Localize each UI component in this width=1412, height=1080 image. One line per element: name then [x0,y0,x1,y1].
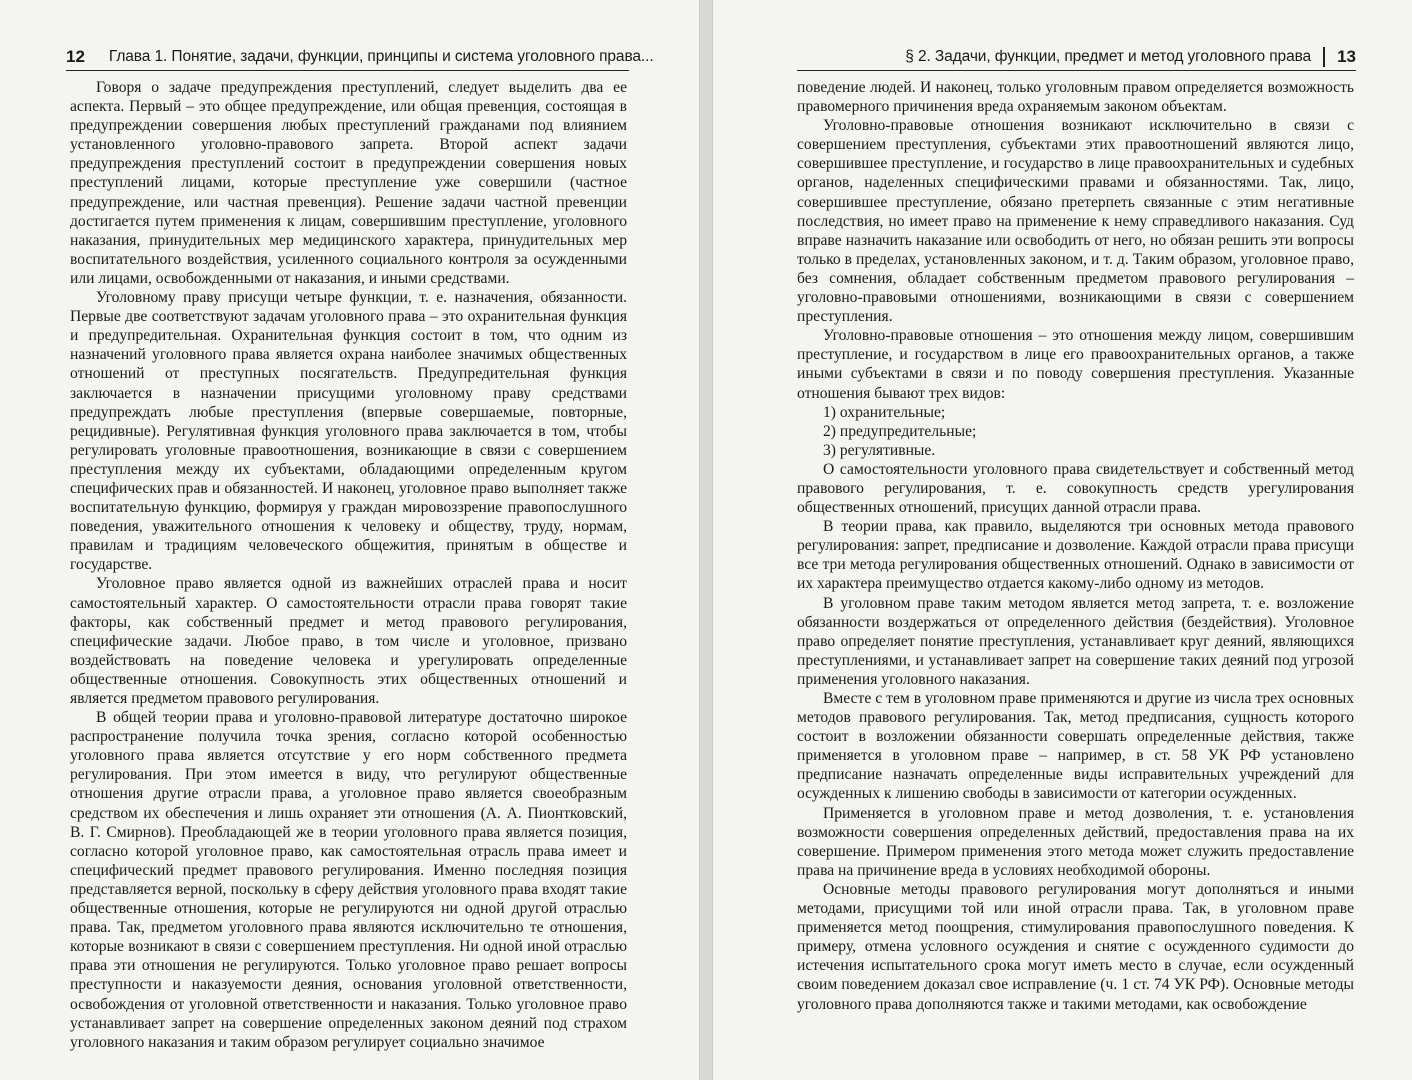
running-head-divider [1323,47,1325,67]
right-page-text [797,78,1354,1014]
paragraph: Уголовному праву присущи четыре функции, т. е. назначения, обязанности. Первые две соответствуют задачам уголовного права – это охранительная функция и предупредительная. Охранительная функция состоит в том, что одним из назначений уголовного права является охрана наиболее значимых общественных отношений от преступных посягательств. Предупредительная функция заключается в назначении присущими уголовному праву средствами предупреждать любые преступления (впервые совершаемые, повторные, рецидивные). Регулятивная функция уголовного права заключается в том, чтобы регулировать уголовные правоотношения, возникающие в связи с совершением преступления между их субъектами, обладающими определенным кругом специфических прав и обязанностей. И наконец, уголовное право выполняет также воспитательную функцию, формируя у граждан мировоззрение правопослушного поведения, уважительного отношения к человеку и обществу, труду, нормам, правилам и традициям человеческого общежития, принятым в обществе и государстве. [70,289,627,574]
chapter-title: Глава 1. Понятие, задачи, функции, принципы и система уголовного права... [108,48,654,65]
left-page [0,0,700,1080]
list-item: 3) регулятивные. [823,441,936,459]
left-running-head [66,44,654,71]
paragraph: Уголовно-правовые отношения – это отношения между лицом, совершившим преступление, и государством в лице его правоохранительных органов, а также иными субъектами в связи и по поводу совершения преступления. Указанные отношения бывают трех видов: [797,327,1354,402]
list-item: 1) охранительные; [823,403,946,421]
paragraph: В общей теории права и уголовно-правовой литературе достаточно широкое распространение получила точка зрения, согласно которой особенностью уголовного права является отсутствие у его норм собственного предмета регулирования. При этом имеется в виду, что регулируют общественные отношения другие отрасли права, а уголовное право является своеобразным средством их обеспечения и лишь охраняет эти отношения (А. А. Пионтковский, В. Г. Смирнов). Преобладающей же в теории уголовного права является позиция, согласно которой уголовное право, как самостоятельная отрасль права имеет и специфический предмет правового регулирования. Именно последняя позиция представляется верной, поскольку в сферу действия уголовного права входят такие общественные отношения, которые не регулируются ни одной другой отраслью права. Так, предметом уголовного права являются исключительно те отношения, которые возникают в связи с совершением преступления. Ни одной иной отраслью права эти отношения не регулируются. Только уголовное право решает вопросы преступности и наказуемости деяния, основания уголовной ответственности, освобождения от уголовной ответственности и наказания. Только уголовное право устанавливает запрет на совершение определенных законом деяний под страхом уголовного наказания и таким образом регулирует социально значимое [70,709,627,1051]
paragraph: О самостоятельности уголовного права свидетельствует и собственный метод правового регулирования, т. е. совокупность средств урегулирования общественных отношений, присущих данной отрасли права. [797,460,1354,517]
paragraph: В теории права, как правило, выделяются три основных метода правового регулирования: запрет, предписание и дозволение. Каждой отрасли права присущи все три метода регулирования общественных отношений. Однако в зависимости от их характера преимущество отдается какому-либо одному из методов. [797,518,1354,593]
right-page-number: 13 [1337,47,1356,66]
paragraph: В уголовном праве таким методом является метод запрета, т. е. возложение обязанности воздержаться от определенного действия (бездействия). Уголовное право определяет понятие преступления, устанавливает круг деяний, являющихся преступлениями, и устанавливает запрет на совершение таких деяний под угрозой применения уголовного наказания. [797,594,1354,688]
left-page-text [70,78,627,1052]
paragraph: Уголовное право является одной из важнейших отраслей права и носит самостоятельный характер. О самостоятельности отрасли права говорят такие факторы, как собственный предмет и метод правового регулирования, специфические задачи. Любое право, в том числе и уголовное, призвано воздействовать на поведение человека и урегулировать определенные общественные отношения. Совокупность этих общественных отношений и является предметом правового регулирования. [70,575,627,707]
left-page-number: 12 [66,47,85,66]
paragraph: Говоря о задаче предупреждения преступлений, следует выделить два ее аспекта. Первый – это общее предупреждение, или общая превенция, состоящая в предупреждении совершения любых преступлений гражданами под влиянием установленного уголовно-правового запрета. Второй аспект задачи предупреждения преступлений состоит в предупреждении совершения новых преступлений лицами, которые преступление уже совершили (частное предупреждение, или частная превенция). Решение задачи частной превенции достигается путем применения к лицам, совершившим преступление, уголовного наказания, принудительных мер медицинского характера, принудительных мер воспитательного воздействия, усиленного социального контроля за осужденными или лицами, освобожденными от наказания, и иными средствами. [70,79,627,287]
paragraph: Основные методы правового регулирования могут дополняться и иными методами, присущими той или иной отрасли права. Так, в уголовном праве применяется метод поощрения, стимулирования правопослушного поведения. К примеру, отмена условного осуждения и снятие с осужденного судимости до истечения испытательного срока могут иметь место в случае, если осужденный своим поведением доказал свое исправление (ч. 1 ст. 74 УК РФ). Основные методы уголовного права дополняются также и такими методами, как освобождение [797,880,1354,1013]
paragraph: Применяется в уголовном праве и метод дозволения, т. е. установления возможности совершения определенных действий, предоставления права на их совершение. Примером применения этого метода может служить предоставление права на причинение вреда в условиях необходимой обороны. [797,804,1354,879]
list-item: 2) предупредительные; [823,422,977,440]
section-title: § 2. Задачи, функции, предмет и метод уголовного права [905,48,1312,65]
relations-types-list [797,403,1354,460]
right-running-head [797,44,1356,71]
right-page [712,0,1412,1080]
paragraph: Уголовно-правовые отношения возникают исключительно в связи с совершением преступления, субъектами этих правоотношений являются лицо, совершившее преступление, и государство в лице правоохранительных и судебных органов, наделенных специфическими правами и обязанностями. Так, лицо, совершившее преступление, обязано претерпеть связанные с этим негативные последствия, но имеет право на применение к нему справедливого наказания. Суд вправе назначить наказание или освободить от него, но обязан решить эти вопросы только в пределах, установленных законом, и т. д. Таким образом, уголовное право, без сомнения, обладает собственным предметом правового регулирования – уголовно-правовыми отношениями, возникающими в связи с совершением преступления. [797,117,1354,326]
continued-paragraph: поведение людей. И наконец, только уголовным правом определяется возможность правомерного причинения вреда охраняемым законом объектам. [797,79,1354,116]
paragraph: Вместе с тем в уголовном праве применяются и другие из числа трех основных методов правового регулирования. Так, метод предписания, сущность которого состоит в возложении обязанности совершать определенные действия, также применяется в уголовном праве – например, в ст. 58 УК РФ установлено предписание назначать определенные виды исправительных учреждений для осужденных к лишению свободы в зависимости от категории осужденных. [797,690,1354,803]
